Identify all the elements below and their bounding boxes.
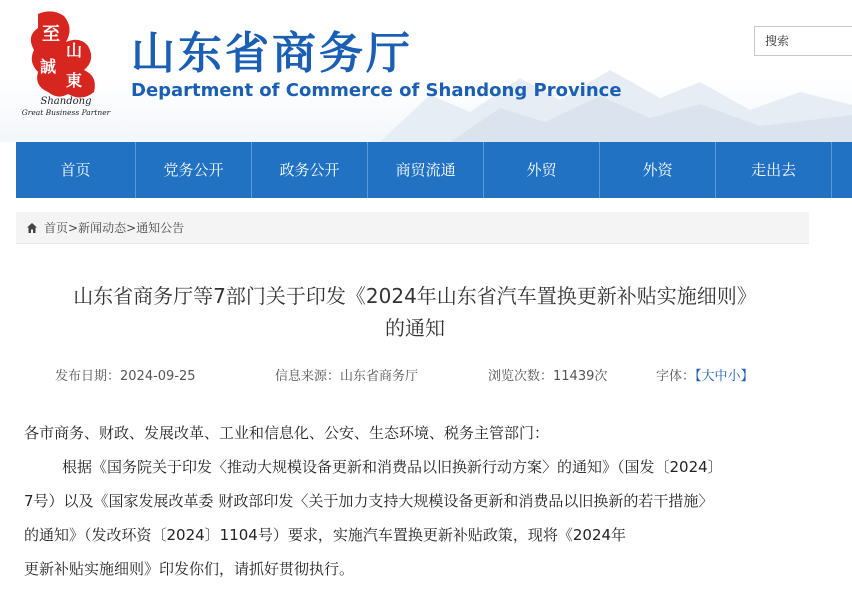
breadcrumb-notices[interactable]: 通知公告 (136, 221, 185, 235)
logo-char-4: 東 (66, 71, 83, 90)
meta-source-value: 山东省商务厅 (340, 369, 419, 384)
nav-item-party-affairs[interactable]: 党务公开 (136, 142, 252, 198)
nav-item-go-global[interactable]: 走出去 (716, 142, 832, 198)
nav-item-government-affairs[interactable]: 政务公开 (252, 142, 368, 198)
meta-views-value: 11439次 (553, 369, 608, 384)
nav-item-foreign-trade[interactable]: 外贸 (484, 142, 600, 198)
meta-date-label: 发布日期： (55, 369, 121, 384)
logo-tagline: Great Business Partner (21, 108, 111, 117)
breadcrumb-home[interactable]: 首页 (44, 221, 69, 235)
article-title-line-1: 山东省商务厅等7部门关于印发《2024年山东省汽车置换更新补贴实施细则》 (73, 284, 757, 308)
paragraph-line-4: 更新补贴实施细则》印发你们，请抓好贯彻执行。 (24, 560, 355, 578)
home-icon (26, 222, 38, 234)
font-bracket-open: 【 (695, 369, 702, 384)
meta-date (55, 365, 196, 384)
logo-english (14, 96, 118, 118)
logo-char-1: 至 (42, 24, 60, 45)
logo-brand: Shandong (40, 96, 92, 107)
site-title: 山东省商务厅 (131, 28, 413, 79)
nav-item-trade-circulation[interactable]: 商贸流通 (368, 142, 484, 198)
font-medium-link[interactable]: 中 (714, 369, 728, 384)
nav-item-foreign-investment[interactable]: 外资 (600, 142, 716, 198)
mountain-background (0, 0, 852, 142)
paragraph-line-1: 根据《国务院关于印发〈推动大规模设备更新和消费品以旧换新行动方案〉的通知》（国发〔2024〕 (62, 458, 723, 476)
meta-font-label: 字体： (656, 369, 696, 384)
article-title-line-2: 的通知 (385, 316, 445, 340)
logo-char-3: 誠 (40, 57, 57, 76)
nav-item-home[interactable]: 首页 (16, 142, 136, 198)
breadcrumb (16, 212, 809, 244)
nav-item-overflow (832, 142, 852, 198)
font-small-link[interactable]: 小 (727, 369, 741, 384)
search-label: 搜索 (765, 34, 790, 48)
site-subtitle: Department of Commerce of Shandong Province (131, 80, 622, 101)
paragraph-line-3: 的通知》（发改环资〔2024〕1104号）要求，实施汽车置换更新补贴政策，现将《2024年 (24, 526, 627, 544)
meta-source-label: 信息来源： (275, 369, 341, 384)
site-header (0, 0, 852, 142)
text-fade-overlay (640, 518, 730, 552)
breadcrumb-separator: > (126, 220, 137, 235)
meta-views (488, 365, 607, 384)
main-nav (16, 142, 852, 198)
meta-font-size (656, 365, 754, 384)
meta-date-value: 2024-09-25 (120, 369, 196, 384)
breadcrumb-news[interactable]: 新闻动态 (78, 221, 127, 235)
paragraph-line-2: 7号）以及《国家发展改革委 财政部印发〈关于加力支持大规模设备更新和消费品以旧换新的若干措施〉 (24, 492, 714, 510)
breadcrumb-separator: > (68, 220, 79, 235)
meta-source (275, 365, 418, 384)
paragraph-salutation: 各市商务、财政、发展改革、工业和信息化、公安、生态环境、税务主管部门： (24, 424, 550, 442)
font-large-link[interactable]: 大 (701, 369, 715, 384)
meta-views-label: 浏览次数： (488, 369, 554, 384)
article-title (20, 280, 810, 344)
logo-char-2: 山 (66, 41, 83, 60)
search-box[interactable] (754, 26, 852, 56)
font-bracket-close: 】 (740, 369, 754, 384)
